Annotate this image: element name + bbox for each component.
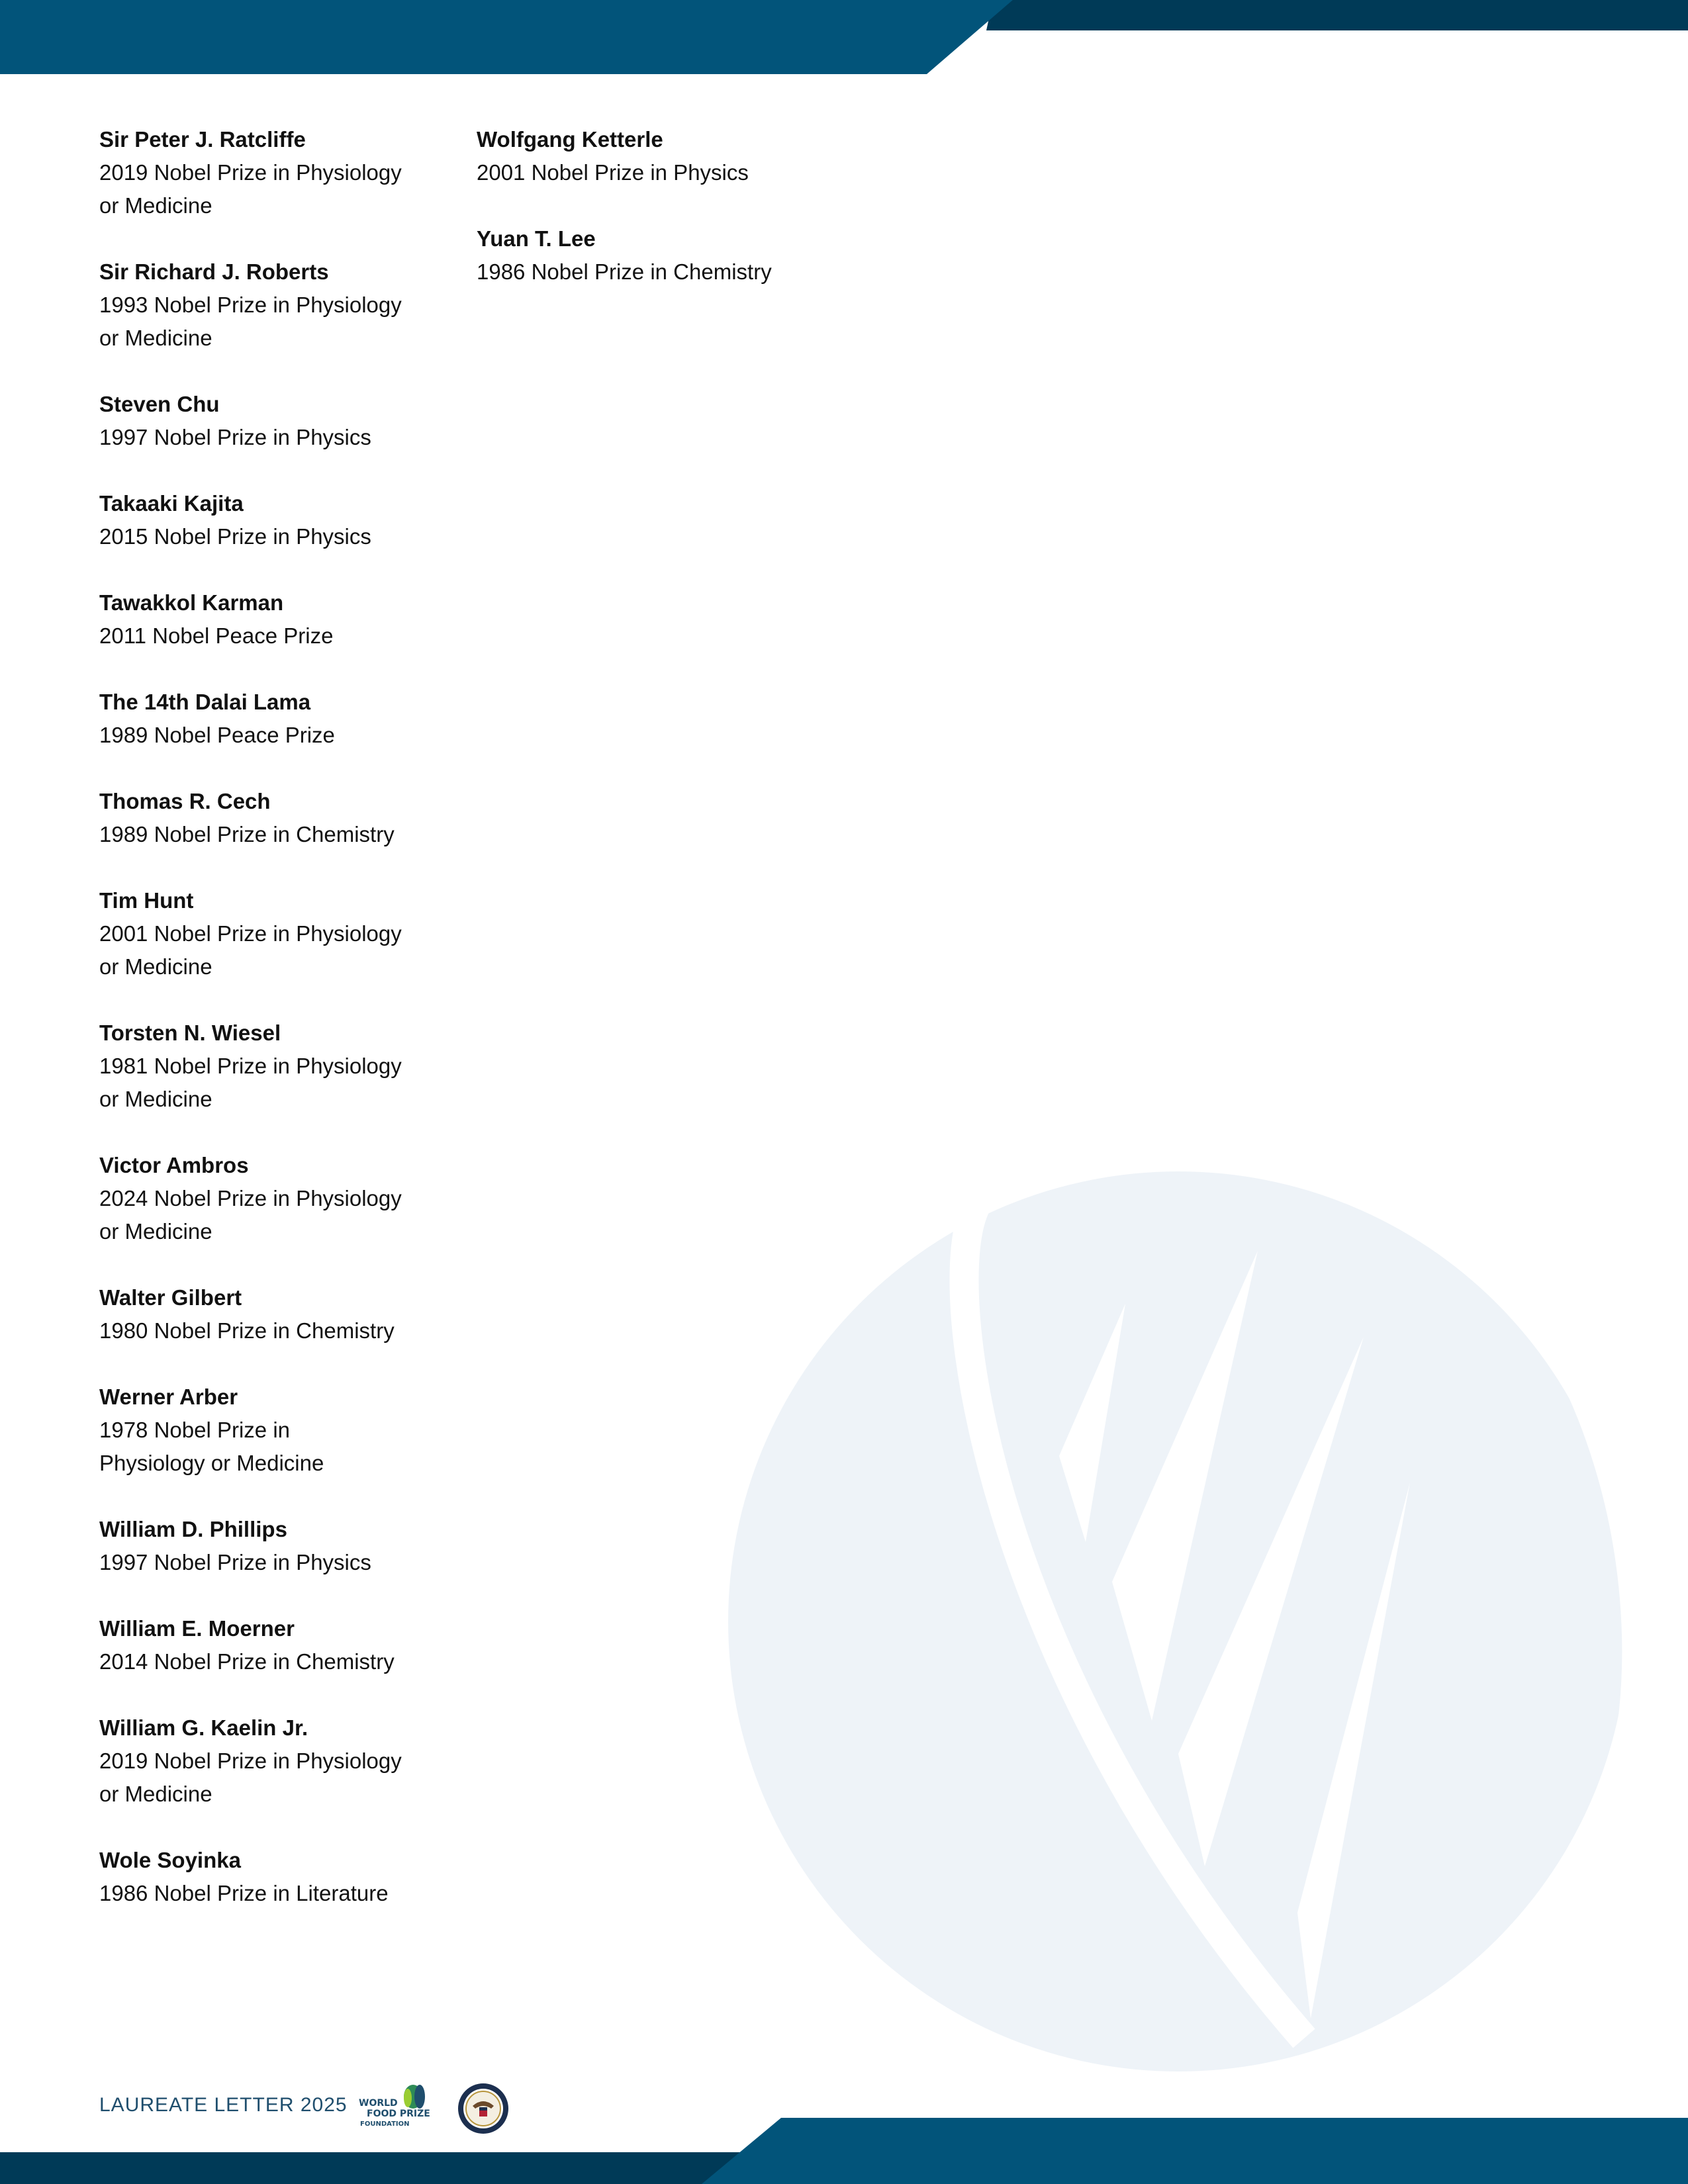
laureate-entry	[99, 255, 457, 355]
footer-band-dark	[0, 2152, 781, 2184]
laureate-entry	[99, 884, 457, 983]
laureate-entry	[477, 222, 834, 289]
laureate-entry	[99, 1281, 457, 1347]
laureate-name: William G. Kaelin Jr.	[99, 1715, 308, 1740]
wfp-logo-line-1: WORLD	[359, 2098, 398, 2109]
laureate-prize: 1989 Nobel Peace Prize	[99, 723, 335, 747]
footer-title: LAUREATE LETTER 2025	[99, 2094, 348, 2116]
laureate-prize: 2001 Nobel Prize in Physics	[477, 160, 749, 185]
laureate-prize: 1993 Nobel Prize in Physiology	[99, 293, 402, 317]
laureate-name: Wole Soyinka	[99, 1848, 241, 1872]
laureate-name: Walter Gilbert	[99, 1285, 242, 1310]
laureate-entry	[99, 388, 457, 454]
laureate-entry	[99, 1612, 457, 1678]
laureate-name: Takaaki Kajita	[99, 491, 244, 516]
laureate-prize: 1980 Nobel Prize in Chemistry	[99, 1318, 395, 1343]
laureate-prize: 1981 Nobel Prize in Physiology	[99, 1054, 402, 1078]
laureate-entry	[99, 686, 457, 752]
laureate-prize: or Medicine	[99, 193, 212, 218]
laureate-prize: 2014 Nobel Prize in Chemistry	[99, 1649, 395, 1674]
laureate-name: Wolfgang Ketterle	[477, 127, 663, 152]
laureate-name: Sir Peter J. Ratcliffe	[99, 127, 306, 152]
footer-band	[0, 2118, 1688, 2184]
laureate-name: Victor Ambros	[99, 1153, 249, 1177]
laureate-prize: 1997 Nobel Prize in Physics	[99, 425, 371, 449]
laureate-name: William D. Phillips	[99, 1517, 287, 1541]
laureate-name: Thomas R. Cech	[99, 789, 271, 813]
laureate-prize: 1989 Nobel Prize in Chemistry	[99, 822, 395, 846]
laureate-prize: 2001 Nobel Prize in Physiology	[99, 921, 402, 946]
laureate-name: Yuan T. Lee	[477, 226, 596, 251]
laureate-name: Steven Chu	[99, 392, 220, 416]
header-band-primary	[0, 0, 1013, 74]
laureate-prize: 2024 Nobel Prize in Physiology	[99, 1186, 402, 1210]
footer-band-primary	[702, 2118, 1688, 2184]
laureate-entry	[99, 586, 457, 653]
laureate-name: William E. Moerner	[99, 1616, 295, 1641]
laureate-entry	[99, 1711, 457, 1811]
laureate-entry	[99, 1381, 457, 1480]
laureate-prize: 1986 Nobel Prize in Chemistry	[477, 259, 772, 284]
laureate-entry	[99, 785, 457, 851]
laureate-prize: 2019 Nobel Prize in Physiology	[99, 160, 402, 185]
laureate-prize: Physiology or Medicine	[99, 1451, 324, 1475]
world-food-prize-leaf-icon	[404, 2085, 425, 2109]
laureate-name: Sir Richard J. Roberts	[99, 259, 329, 284]
laureate-entry	[477, 123, 834, 189]
laureate-name: The 14th Dalai Lama	[99, 690, 311, 714]
header-band	[0, 0, 1688, 74]
laureate-prize: or Medicine	[99, 1087, 212, 1111]
laureate-name: Torsten N. Wiesel	[99, 1021, 281, 1045]
laureate-prize: or Medicine	[99, 1219, 212, 1244]
laureate-entry	[99, 1844, 457, 1910]
laureate-prize: or Medicine	[99, 326, 212, 350]
laureate-prize: 2011 Nobel Peace Prize	[99, 623, 334, 648]
laureate-name: Tawakkol Karman	[99, 590, 284, 615]
wfp-logo-line-2: FOOD PRIZE	[367, 2109, 430, 2119]
laureate-prize: 1997 Nobel Prize in Physics	[99, 1550, 371, 1574]
leaf-watermark-icon	[715, 1171, 1668, 2098]
laureate-entry	[99, 1149, 457, 1248]
laureate-prize: 2015 Nobel Prize in Physics	[99, 524, 371, 549]
laureate-entry	[99, 1017, 457, 1116]
laureate-name: Werner Arber	[99, 1385, 238, 1409]
laureate-entry	[99, 123, 457, 222]
laureate-prize: or Medicine	[99, 954, 212, 979]
laureate-prize: or Medicine	[99, 1782, 212, 1806]
laureate-prize: 1978 Nobel Prize in	[99, 1418, 291, 1442]
laureate-prize: 1986 Nobel Prize in Literature	[99, 1881, 389, 1905]
header-band-dark	[986, 0, 1688, 30]
laureate-entry	[99, 1513, 457, 1579]
laureate-name: Tim Hunt	[99, 888, 194, 913]
laureate-prize: 2019 Nobel Prize in Physiology	[99, 1749, 402, 1773]
wfp-logo-line-3: FOUNDATION	[360, 2120, 410, 2128]
laureate-entry	[99, 487, 457, 553]
